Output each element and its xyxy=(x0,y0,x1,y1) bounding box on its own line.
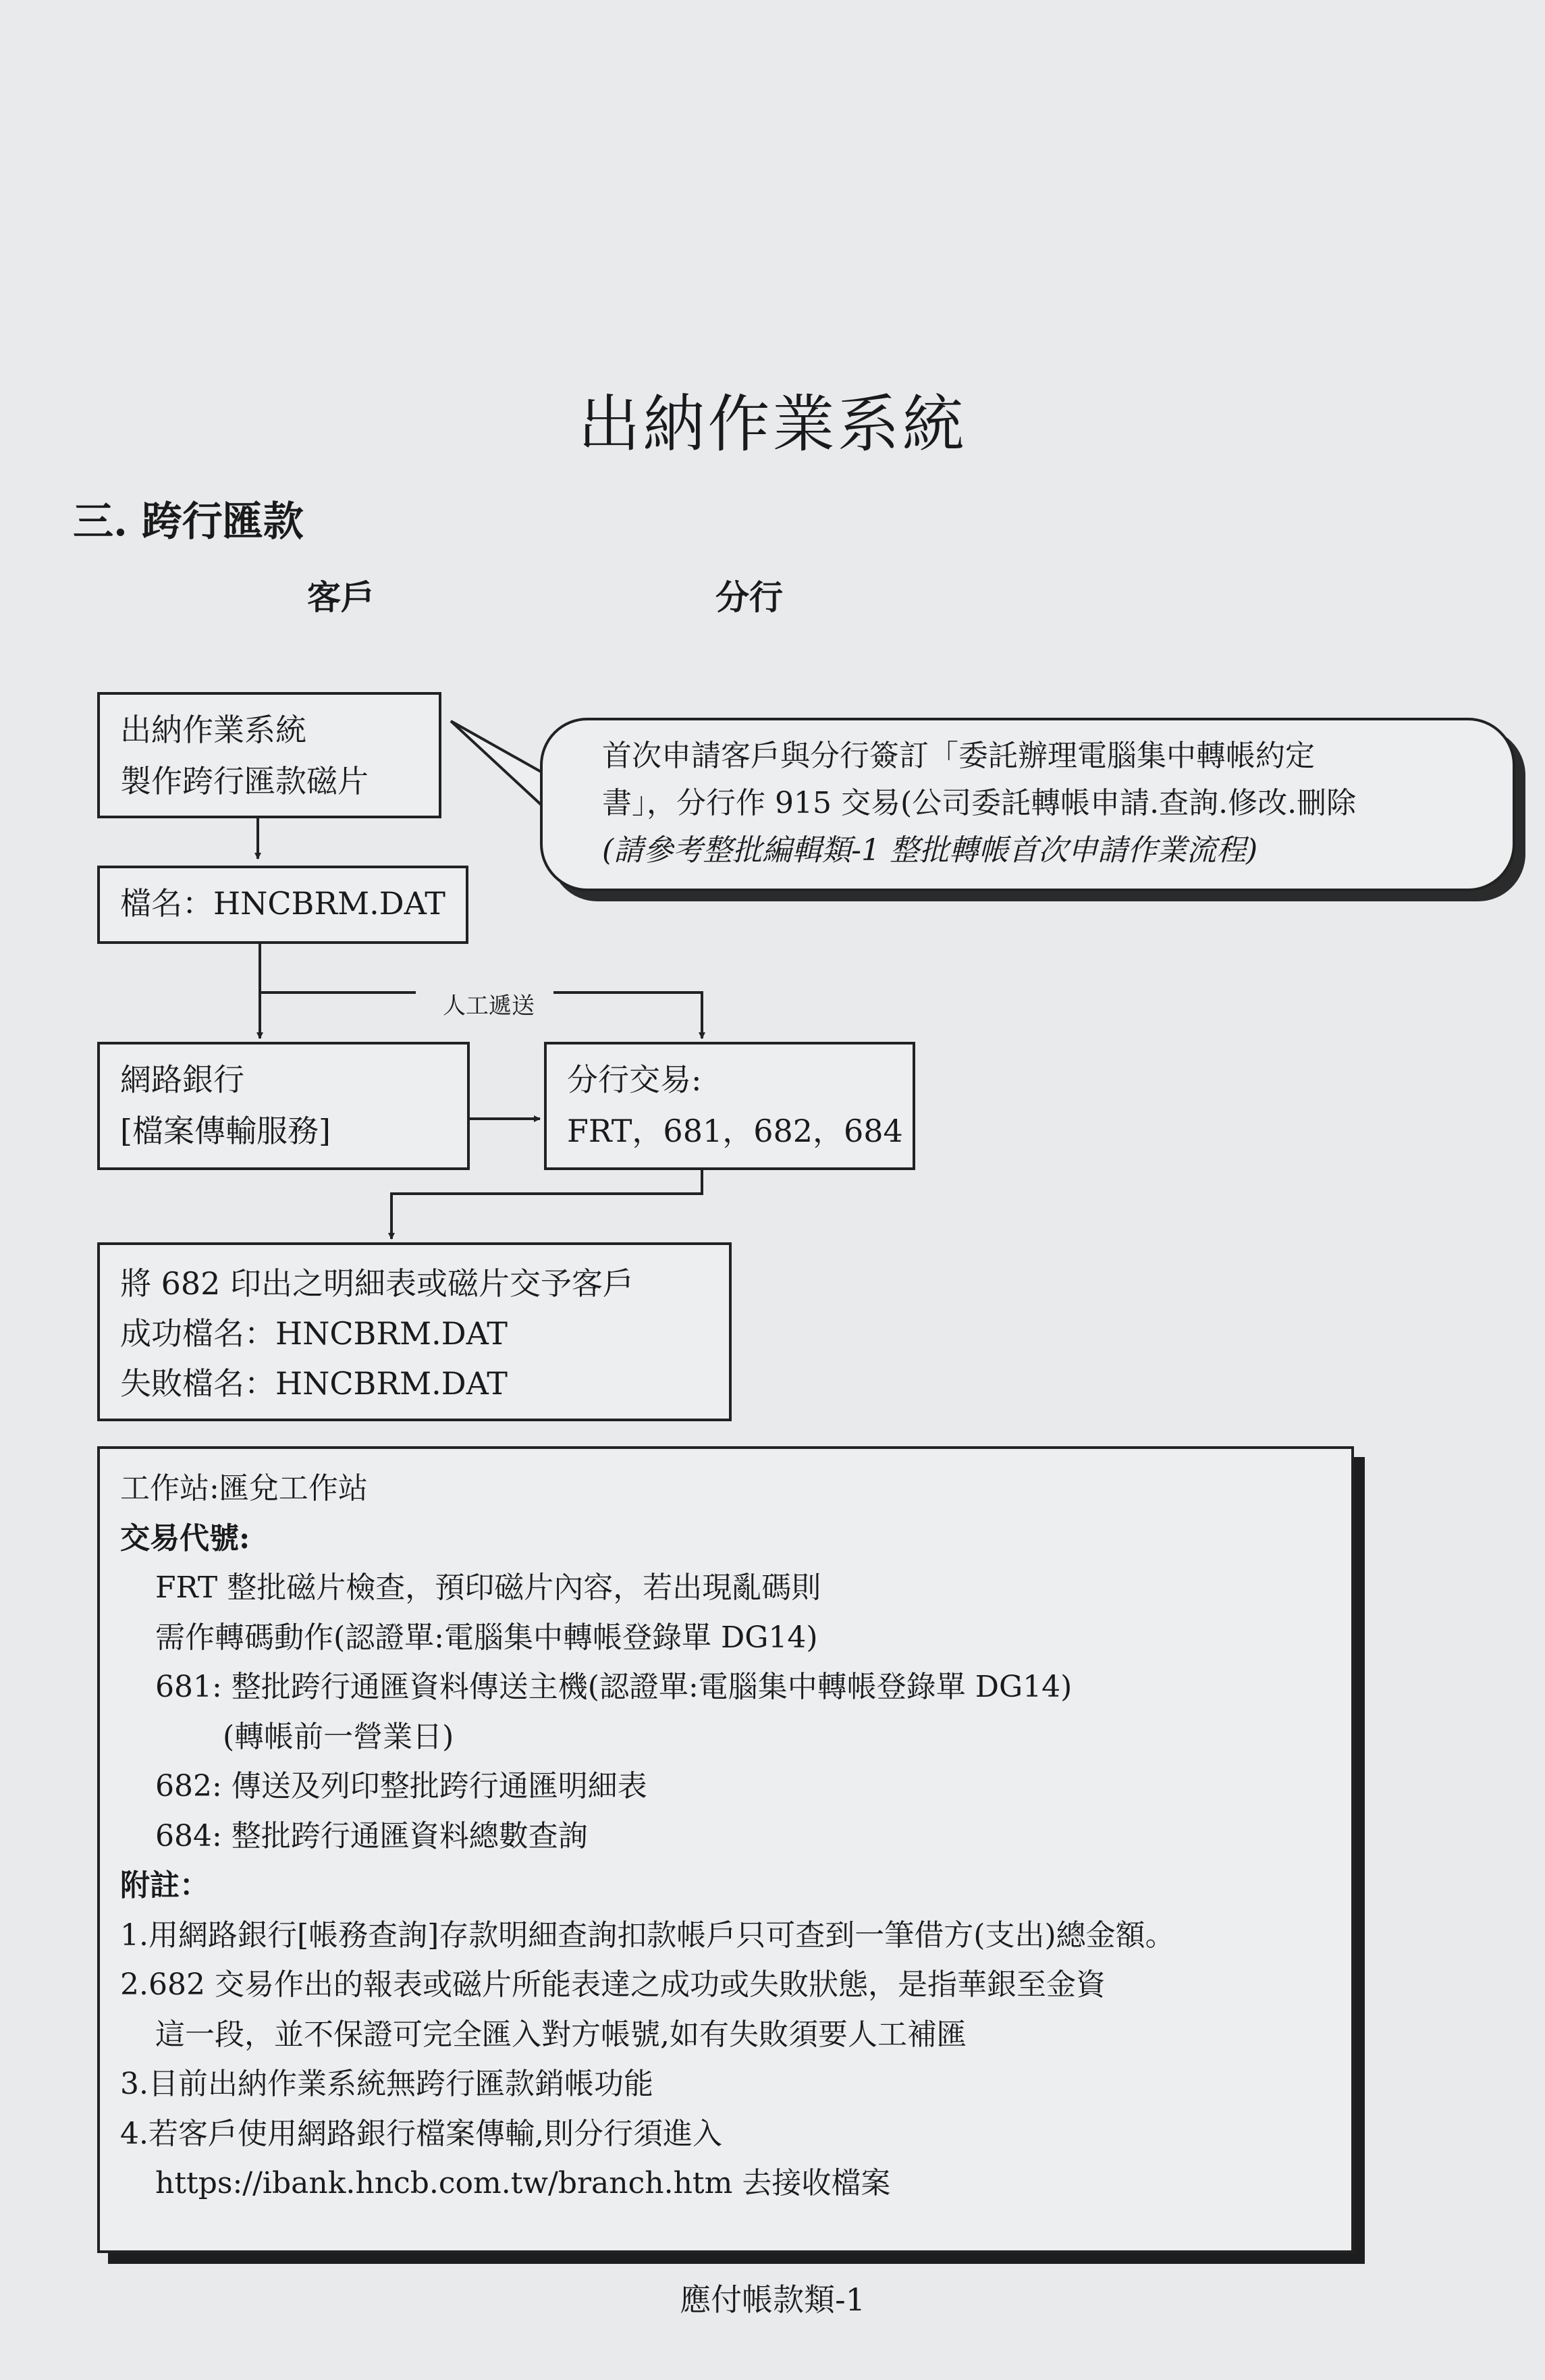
flow-box-netbank xyxy=(97,1042,470,1170)
flow-box-branch-tx xyxy=(544,1042,915,1170)
box-line: 分行交易: xyxy=(567,1061,702,1098)
tx-line: 需作轉碼動作(認證單:電腦集中轉帳登錄單 DG14) xyxy=(155,1620,818,1655)
flow-box-cashier-system xyxy=(97,692,441,818)
callout-line: 書」，分行作 915 交易(公司委託轉帳申請.查詢.修改.刪除 xyxy=(602,786,1357,820)
tx-line: 681: 整批跨行通匯資料傳送主機(認證單:電腦集中轉帳登錄單 DG14) xyxy=(155,1670,1073,1704)
line-box2-split xyxy=(260,944,416,993)
box-line: 成功檔名：HNCBRM.DAT xyxy=(120,1315,508,1352)
remark-line: 這一段，並不保證可完全匯入對方帳號,如有失敗須要人工補匯 xyxy=(155,2017,967,2052)
remark-label: 附註： xyxy=(120,1868,209,1903)
notes-panel xyxy=(97,1446,1354,2253)
remark-line: 2.682 交易作出的報表或磁片所能表達之成功或失敗狀態，是指華銀至金資 xyxy=(120,1967,1106,2002)
remark-line: 1.用網路銀行[帳務查詢]存款明細查詢扣款帳戶只可查到一筆借方(支出)總金額。 xyxy=(120,1918,1175,1953)
box-line: 失敗檔名：HNCBRM.DAT xyxy=(120,1365,508,1402)
tx-line: FRT 整批磁片檢查，預印磁片內容，若出現亂碼則 xyxy=(155,1570,821,1605)
page-footer: 應付帳款類-1 xyxy=(680,2281,865,2318)
arrow-branch-box5 xyxy=(391,1170,702,1239)
remark-line: 3.目前出納作業系統無跨行匯款銷帳功能 xyxy=(120,2067,653,2101)
page-title: 出納作業系統 xyxy=(578,388,967,460)
box-line: 網路銀行 xyxy=(120,1061,244,1098)
column-customer: 客戶 xyxy=(307,577,375,617)
column-branch: 分行 xyxy=(715,577,783,617)
arrow-to-branch-tx xyxy=(553,993,702,1038)
tx-code-label: 交易代號: xyxy=(120,1520,250,1556)
box-line: 將 682 印出之明細表或磁片交予客戶 xyxy=(120,1265,634,1302)
callout-first-application xyxy=(540,718,1515,891)
box-line: FRT，681，682，684 xyxy=(567,1113,903,1149)
flow-box-handover xyxy=(97,1242,732,1421)
box-line: [檔案傳輸服務] xyxy=(120,1113,331,1149)
box-line: 檔名：HNCBRM.DAT xyxy=(120,885,445,922)
remark-url: https://ibank.hncb.com.tw/branch.htm 去接收檔案 xyxy=(155,2166,891,2200)
box-line: 出納作業系統 xyxy=(120,712,306,748)
callout-line: 首次申請客戶與分行簽訂「委託辦理電腦集中轉帳約定 xyxy=(602,739,1315,773)
tx-line: (轉帳前一營業日) xyxy=(223,1719,454,1754)
workstation-line: 工作站:匯兌工作站 xyxy=(120,1471,368,1506)
tx-line: 684: 整批跨行通匯資料總數查詢 xyxy=(155,1818,588,1853)
callout-tail xyxy=(451,721,543,807)
section-heading: 三. 跨行匯款 xyxy=(73,498,304,546)
flow-box-filename xyxy=(97,866,468,944)
callout-reference: (請參考整批編輯類-1 整批轉帳首次申請作業流程) xyxy=(602,833,1258,868)
tx-line: 682: 傳送及列印整批跨行通匯明細表 xyxy=(155,1769,647,1803)
box-line: 製作跨行匯款磁片 xyxy=(120,763,369,799)
manual-delivery-label: 人工遞送 xyxy=(436,987,541,1020)
remark-line: 4.若客戶使用網路銀行檔案傳輸,則分行須進入 xyxy=(120,2116,722,2151)
